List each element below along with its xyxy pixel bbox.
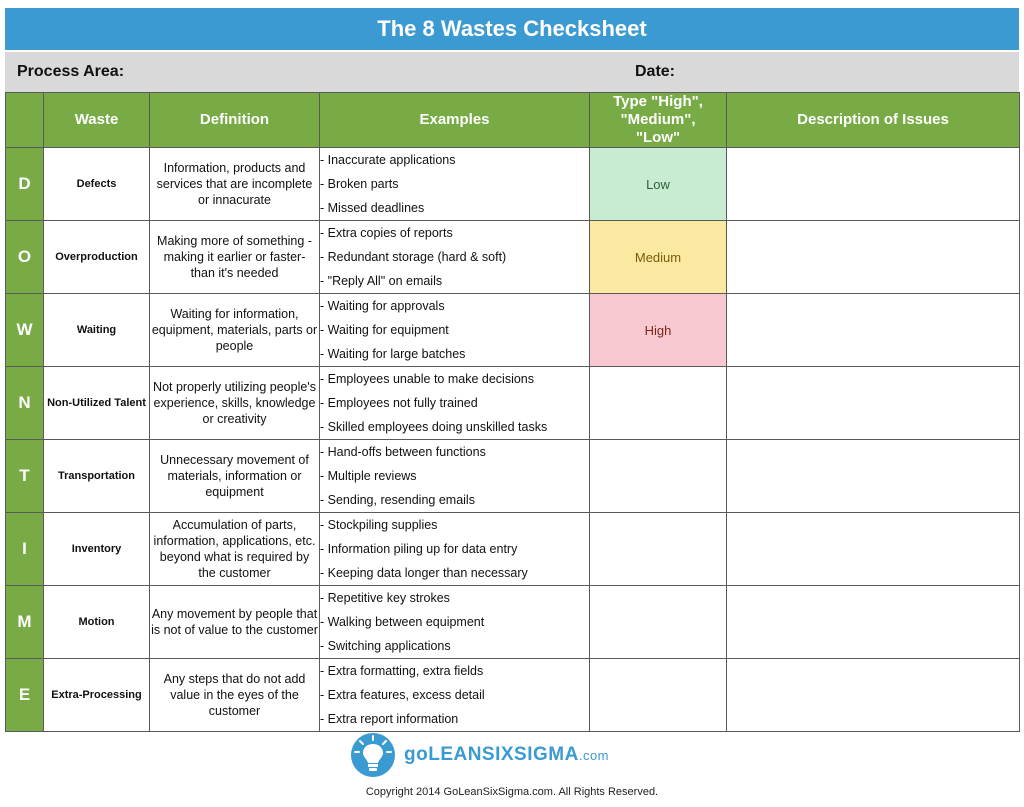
- table-header-row: [6, 93, 1020, 148]
- waste-name: Overproduction: [44, 221, 150, 294]
- row-letter: E: [6, 659, 44, 732]
- example-item: - Sending, resending emails: [320, 493, 475, 507]
- row-letter: I: [6, 513, 44, 586]
- waste-definition: Making more of something - making it earlier or faster- than it's needed: [150, 221, 320, 294]
- example-item: - "Reply All" on emails: [320, 274, 443, 288]
- description-cell[interactable]: [727, 659, 1020, 732]
- waste-definition: Not properly utilizing people's experience, skills, knowledge or creativity: [150, 367, 320, 440]
- waste-definition: Accumulation of parts, information, applications, etc. beyond what is required by the customer: [150, 513, 320, 586]
- waste-definition: Any steps that do not add value in the eyes of the customer: [150, 659, 320, 732]
- waste-name: Non-Utilized Talent: [44, 367, 150, 440]
- header-definition: Definition: [150, 93, 320, 148]
- brand-suffix: .com: [578, 748, 610, 763]
- row-letter: W: [6, 294, 44, 367]
- type-cell[interactable]: High: [590, 294, 727, 367]
- description-cell[interactable]: [727, 440, 1020, 513]
- waste-name: Inventory: [44, 513, 150, 586]
- table-row: [6, 659, 1020, 732]
- wastes-table: [5, 92, 1020, 732]
- example-item: - Waiting for equipment: [320, 323, 449, 337]
- table-row: [6, 586, 1020, 659]
- table-row: [6, 440, 1020, 513]
- example-item: - Extra formatting, extra fields: [320, 664, 484, 678]
- example-item: - Extra report information: [320, 712, 459, 726]
- example-item: - Employees unable to make decisions: [320, 372, 535, 386]
- type-cell[interactable]: [590, 367, 727, 440]
- description-cell[interactable]: [727, 294, 1020, 367]
- table-row: [6, 221, 1020, 294]
- example-item: - Keeping data longer than necessary: [320, 566, 528, 580]
- example-item: - Waiting for large batches: [320, 347, 466, 361]
- header-description: Description of Issues: [727, 93, 1020, 148]
- examples-cell: [320, 221, 590, 294]
- example-item: - Broken parts: [320, 177, 399, 191]
- lightbulb-icon: [350, 732, 396, 778]
- waste-name: Transportation: [44, 440, 150, 513]
- waste-name: Defects: [44, 148, 150, 221]
- description-cell[interactable]: [727, 148, 1020, 221]
- example-item: - Information piling up for data entry: [320, 542, 518, 556]
- row-letter: N: [6, 367, 44, 440]
- description-cell[interactable]: [727, 513, 1020, 586]
- waste-definition: Unnecessary movement of materials, information or equipment: [150, 440, 320, 513]
- example-item: - Hand-offs between functions: [320, 445, 486, 459]
- page-title: The 8 Wastes Checksheet: [5, 8, 1019, 50]
- examples-cell: [320, 513, 590, 586]
- example-item: - Switching applications: [320, 639, 451, 653]
- example-item: - Extra copies of reports: [320, 226, 453, 240]
- examples-cell: [320, 294, 590, 367]
- type-cell[interactable]: [590, 513, 727, 586]
- description-cell[interactable]: [727, 586, 1020, 659]
- example-item: - Walking between equipment: [320, 615, 485, 629]
- example-item: - Redundant storage (hard & soft): [320, 250, 507, 264]
- header-waste: Waste: [44, 93, 150, 148]
- type-cell[interactable]: Medium: [590, 221, 727, 294]
- description-cell[interactable]: [727, 367, 1020, 440]
- waste-definition: Information, products and services that are incomplete or innacurate: [150, 148, 320, 221]
- example-item: - Repetitive key strokes: [320, 591, 450, 605]
- example-item: - Multiple reviews: [320, 469, 417, 483]
- example-item: - Inaccurate applications: [320, 153, 456, 167]
- waste-name: Motion: [44, 586, 150, 659]
- process-area-label: Process Area:: [17, 63, 125, 80]
- examples-cell: [320, 148, 590, 221]
- examples-cell: [320, 586, 590, 659]
- type-cell[interactable]: Low: [590, 148, 727, 221]
- row-letter: O: [6, 221, 44, 294]
- table-row: [6, 294, 1020, 367]
- type-cell[interactable]: [590, 440, 727, 513]
- row-letter: T: [6, 440, 44, 513]
- header-examples: Examples: [320, 93, 590, 148]
- brand-logo: [350, 732, 609, 778]
- example-item: - Extra features, excess detail: [320, 688, 485, 702]
- process-area-bar: [5, 52, 1019, 92]
- example-item: - Waiting for approvals: [320, 299, 445, 313]
- waste-definition: Any movement by people that is not of value to the customer: [150, 586, 320, 659]
- waste-name: Extra-Processing: [44, 659, 150, 732]
- row-letter: M: [6, 586, 44, 659]
- type-cell[interactable]: [590, 659, 727, 732]
- row-letter: D: [6, 148, 44, 221]
- example-item: - Stockpiling supplies: [320, 518, 438, 532]
- brand-name: [404, 744, 609, 766]
- example-item: - Skilled employees doing unskilled tasks: [320, 420, 548, 434]
- date-label: Date:: [635, 63, 676, 80]
- header-type: Type "High", "Medium", "Low": [590, 93, 727, 148]
- examples-cell: [320, 659, 590, 732]
- table-row: [6, 148, 1020, 221]
- table-row: [6, 367, 1020, 440]
- example-item: - Employees not fully trained: [320, 396, 478, 410]
- type-cell[interactable]: [590, 586, 727, 659]
- brand-text: goLEANSIXSIGMA: [404, 744, 579, 765]
- table-row: [6, 513, 1020, 586]
- waste-name: Waiting: [44, 294, 150, 367]
- header-letter: [6, 93, 44, 148]
- description-cell[interactable]: [727, 221, 1020, 294]
- examples-cell: [320, 367, 590, 440]
- copyright-notice: Copyright 2014 GoLeanSixSigma.com. All Rights Reserved.: [365, 786, 659, 798]
- examples-cell: [320, 440, 590, 513]
- waste-definition: Waiting for information, equipment, materials, parts or people: [150, 294, 320, 367]
- example-item: - Missed deadlines: [320, 201, 425, 215]
